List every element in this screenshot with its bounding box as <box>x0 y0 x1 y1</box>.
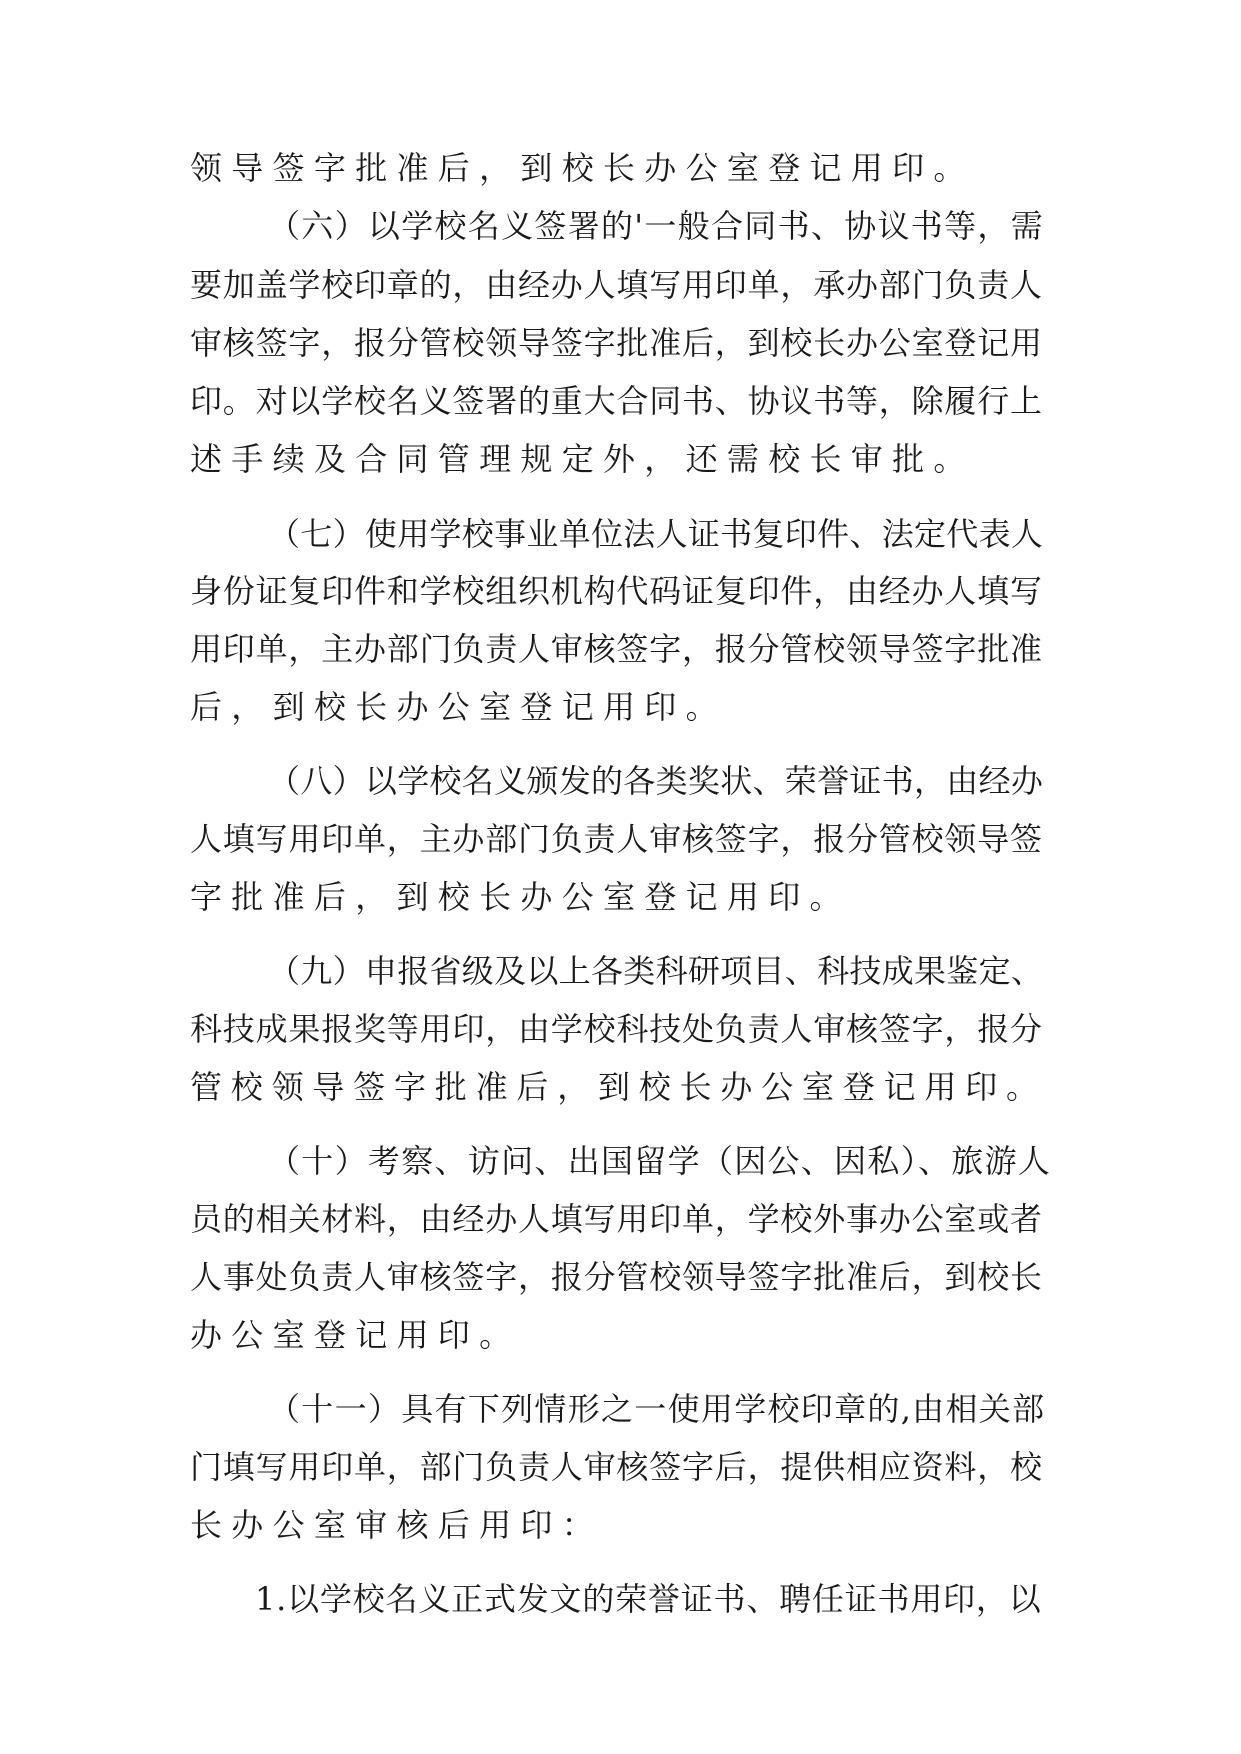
text-line: 人事处负责人审核签字，报分管校领导签字批准后，到校长 <box>190 1258 1043 1296</box>
text-line: 办公室登记用印。 <box>190 1316 521 1354</box>
text-line: 述手续及合同管理规定外，还需校长审批。 <box>190 440 975 478</box>
text-line: 审核签字，报分管校领导签字批准后，到校长办公室登记用 <box>190 324 1043 362</box>
text-line: 后，到校长办公室登记用印。 <box>190 688 727 726</box>
text-line: 长办公室审核后用印： <box>190 1506 604 1544</box>
text-line: 要加盖学校印章的，由经办人填写用印单，承办部门负责人 <box>190 266 1043 304</box>
text-line: （六）以学校名义签署的'一般合同书、协议书等，需 <box>268 207 1044 245</box>
text-line: 管校领导签字批准后，到校长办公室登记用印。 <box>190 1068 1047 1106</box>
text-line: （十）考察、访问、出国留学（因公、因私）、旅游人 <box>268 1142 1052 1180</box>
text-line: （九）申报省级及以上各类科研项目、科技成果鉴定、 <box>268 952 1044 990</box>
text-line: 用印单，主办部门负责人审核签字，报分管校领导签字批准 <box>190 630 1043 668</box>
text-line: 领导签字批准后，到校长办公室登记用印。 <box>190 149 975 187</box>
text-line: 门填写用印单，部门负责人审核签字后，提供相应资料，校 <box>190 1448 1043 1486</box>
text-line: 人填写用印单，主办部门负责人审核签字，报分管校领导签 <box>190 820 1043 858</box>
text-line: （十一）具有下列情形之一使用学校印章的,由相关部 <box>268 1390 1046 1428</box>
text-line: 员的相关材料，由经办人填写用印单，学校外事办公室或者 <box>190 1200 1043 1238</box>
text-line: 身份证复印件和学校组织机构代码证复印件，由经办人填写 <box>190 572 1043 610</box>
text-line: 字批准后，到校长办公室登记用印。 <box>190 878 851 916</box>
text-line: 印。对以学校名义签署的重大合同书、协议书等，除履行上 <box>190 382 1043 420</box>
text-line: （七）使用学校事业单位法人证书复印件、法定代表人 <box>268 515 1044 553</box>
text-line: 科技成果报奖等用印，由学校科技处负责人审核签字，报分 <box>190 1010 1043 1048</box>
text-line: 1.以学校名义正式发文的荣誉证书、聘任证书用印，以 <box>255 1580 1042 1618</box>
text-line: （八）以学校名义颁发的各类奖状、荣誉证书，由经办 <box>268 762 1044 800</box>
